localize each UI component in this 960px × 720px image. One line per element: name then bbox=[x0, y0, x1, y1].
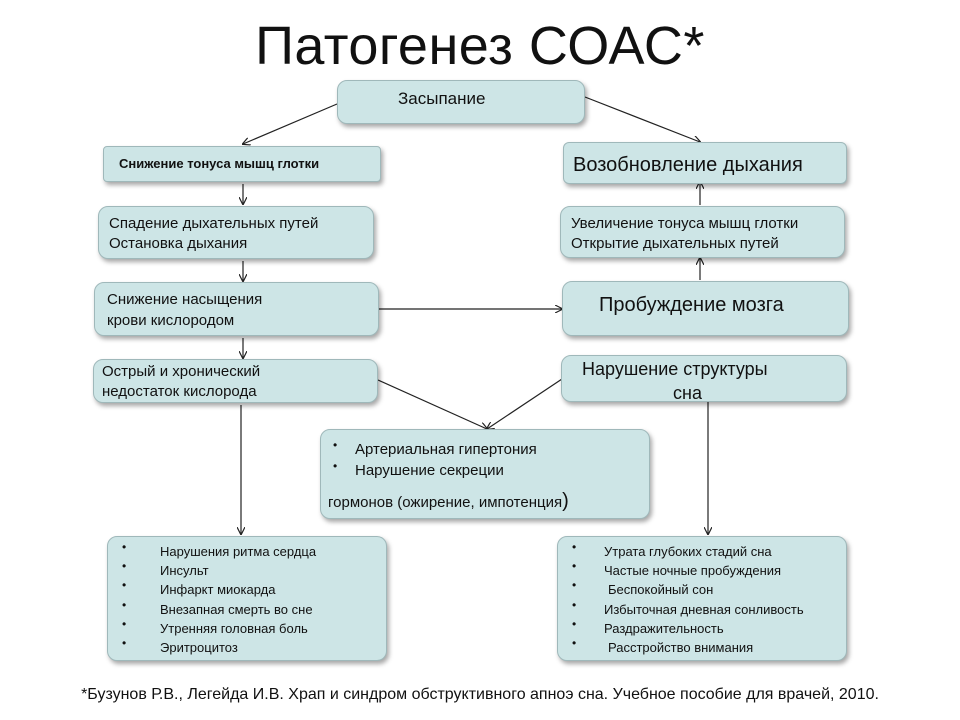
node-airway-collapse-line1: Спадение дыхательных путей bbox=[109, 215, 319, 232]
right-consequences-box bbox=[557, 536, 847, 661]
node-tone-increase-line1: Увеличение тонуса мышц глотки bbox=[571, 215, 799, 232]
node-tone-increase-line2: Открытие дыхательных путей bbox=[571, 235, 779, 252]
list-item: • Частые ночные пробуждения bbox=[558, 561, 848, 580]
node-brain-arousal bbox=[562, 281, 849, 336]
node-center-consequences bbox=[320, 429, 650, 519]
list-item: • Артериальная гипертония bbox=[321, 439, 641, 460]
node-breathing-resume bbox=[563, 142, 847, 184]
arrow-disruption-to-center bbox=[487, 379, 562, 429]
node-airway-collapse-line2: Остановка дыхания bbox=[109, 235, 248, 252]
node-tone-increase bbox=[560, 206, 845, 258]
node-desaturation-line1: Снижение насыщения bbox=[107, 291, 263, 308]
list-item: • Эритроцитоз bbox=[108, 638, 388, 657]
list-item: • Инсульт bbox=[108, 561, 388, 580]
node-sleep-disruption-line2: сна bbox=[673, 383, 702, 403]
footnote-citation: *Бузунов Р.В., Легейда И.В. Храп и синдром обструктивного апноэ сна. Учебное пособие для врачей, 2010. bbox=[81, 686, 879, 703]
node-tone-decrease bbox=[103, 146, 381, 182]
arrow-sleep-to-breathing-resume bbox=[585, 97, 700, 142]
list-item: • Утренняя головная боль bbox=[108, 619, 388, 638]
list-item: • Расстройство внимания bbox=[558, 638, 848, 657]
list-item: • Избыточная дневная сонливость bbox=[558, 600, 848, 619]
list-item: • Внезапная смерть во сне bbox=[108, 600, 388, 619]
arrow-sleep-to-tone-decrease bbox=[243, 104, 337, 144]
list-item: • Нарушения ритма сердца bbox=[108, 542, 388, 561]
list-item: • Раздражительность bbox=[558, 619, 848, 638]
center-consequences-list bbox=[321, 439, 641, 481]
node-hypoxia bbox=[93, 359, 378, 403]
node-breathing-resume-label: Возобновление дыхания bbox=[573, 154, 803, 176]
list-item: • Утрата глубоких стадий сна bbox=[558, 542, 848, 561]
node-hypoxia-line1: Острый и хронический bbox=[102, 363, 261, 380]
node-sleep-onset bbox=[337, 80, 585, 124]
list-item: • Беспокойный сон bbox=[558, 580, 848, 599]
left-consequences-list bbox=[108, 542, 388, 657]
list-item: • Инфаркт миокарда bbox=[108, 580, 388, 599]
node-sleep-onset-label: Засыпание bbox=[398, 89, 486, 108]
continuation-closing: ) bbox=[562, 490, 569, 512]
node-airway-collapse bbox=[98, 206, 374, 259]
left-consequences-box bbox=[107, 536, 387, 661]
node-desaturation bbox=[94, 282, 379, 336]
node-brain-arousal-label: Пробуждение мозга bbox=[599, 294, 784, 316]
node-tone-decrease-label: Снижение тонуса мышц глотки bbox=[119, 156, 320, 171]
node-desaturation-line2: крови кислородом bbox=[107, 312, 235, 329]
page-title: Патогенез СОАС* bbox=[255, 16, 705, 76]
list-item: • Нарушение секреции bbox=[321, 460, 641, 481]
continuation-text: гормонов (ожирение, импотенция bbox=[328, 494, 563, 511]
node-hypoxia-line2: недостаток кислорода bbox=[102, 383, 257, 400]
node-sleep-disruption bbox=[561, 355, 847, 402]
center-consequences-continuation bbox=[328, 490, 569, 514]
node-sleep-disruption-line1: Нарушение структуры bbox=[582, 359, 768, 379]
right-consequences-list bbox=[558, 542, 848, 657]
arrow-hypoxia-to-center bbox=[378, 380, 487, 429]
